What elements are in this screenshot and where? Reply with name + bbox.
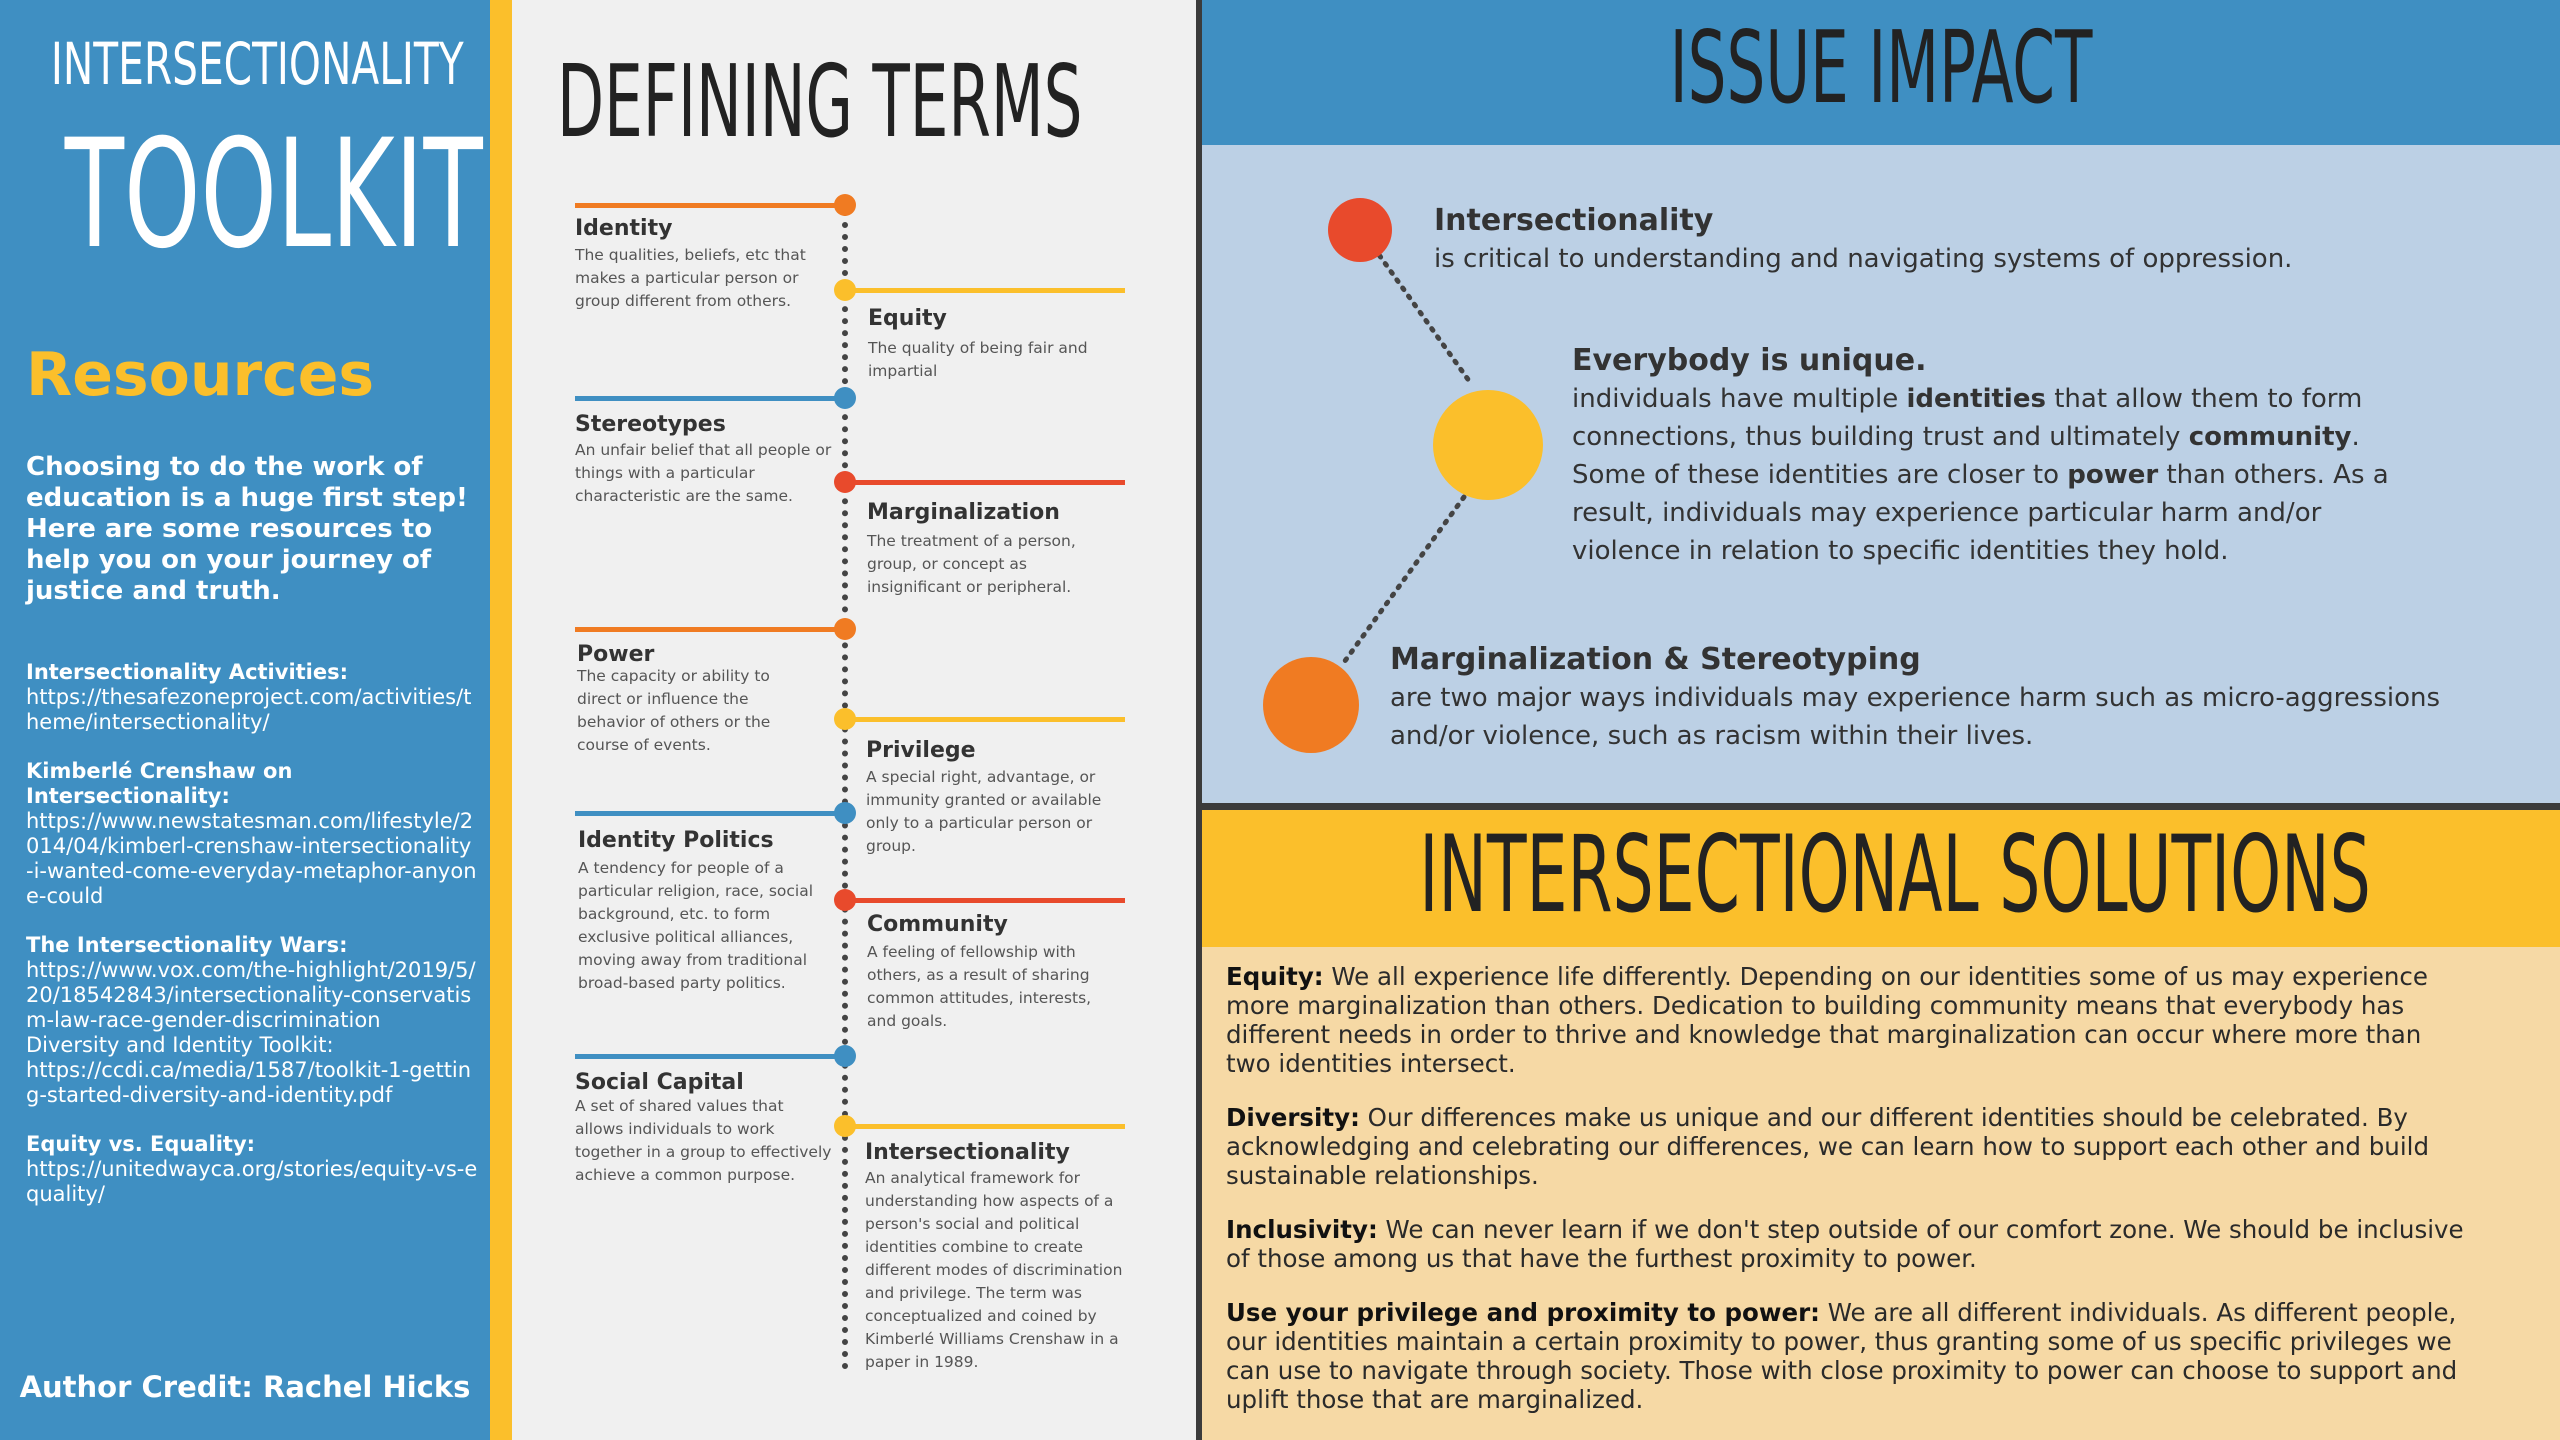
timeline-line <box>842 210 848 1370</box>
solution-item-inclusivity: Inclusivity: We can never learn if we don't step outside of our comfort zone. We should be inclusive of those among us that have the furthest proximity to power. <box>1226 1215 2464 1273</box>
term-definition: A special right, advantage, or immunity granted or available only to a particular person or group. <box>866 768 1102 855</box>
accent-stripe <box>490 0 512 1440</box>
resource-item <box>26 933 478 1108</box>
timeline-dot <box>834 1115 856 1137</box>
timeline-dot <box>834 471 856 493</box>
issue-impact-title: ISSUE IMPACT <box>1669 9 2093 126</box>
impact-body-text: are two major ways individuals may experience harm such as micro-aggressions and/or violence, such as racism within their lives. <box>1390 683 2441 751</box>
term-bar <box>847 898 1125 903</box>
solution-item-equity: Equity: We all experience life differently. Depending on our identities some of us may experience more marginalization than others. Dedication to building community means that everybody has different needs in order to thrive and knowledge that marginalization can occur where more than two identities intersect. <box>1226 962 2428 1078</box>
term-name: Privilege <box>866 738 976 763</box>
term-definition: The qualities, beliefs, etc that makes a particular person or group different from others. <box>575 246 806 310</box>
impact-heading: Everybody is unique. <box>1572 343 1927 378</box>
timeline-dot <box>834 889 856 911</box>
resource-link[interactable]: https://thesafezoneproject.com/activities/theme/intersectionality/ <box>26 685 472 734</box>
impact-marker-yellow <box>1433 390 1543 500</box>
term-bar <box>575 396 845 401</box>
resources-intro: Choosing to do the work of education is a huge first step! Here are some resources to help you on your journey of justice and truth. <box>26 452 468 606</box>
resource-title: Intersectionality Activities: <box>26 660 349 684</box>
resources-heading: Resources <box>26 340 375 410</box>
term-name: Power <box>577 642 655 667</box>
defining-terms-panel <box>512 0 1196 1440</box>
impact-body-text: individuals have multiple identities that allow them to form connections, thus building trust and ultimately community. Some of these identities are closer to power than others. As a result, individuals may experience particular harm and/or violence in relation to specific identities they hold. <box>1572 384 2389 566</box>
impact-heading: Intersectionality <box>1434 203 1714 238</box>
term-name: Social Capital <box>575 1070 744 1095</box>
term-definition: A set of shared values that allows individuals to work together in a group to effectively achieve a common purpose. <box>575 1097 832 1184</box>
term-name: Community <box>867 912 1008 937</box>
toolkit-title: TOOLKIT <box>64 108 483 282</box>
impact-item-marginalization <box>1390 641 2470 755</box>
resource-title: Equity vs. Equality: <box>26 1132 256 1156</box>
author-credit: Author Credit: Rachel Hicks <box>19 1370 471 1404</box>
solution-item-privilege: Use your privilege and proximity to power: We are all different individuals. As different people, our identities maintain a certain proximity to power, thus granting some of us specific privileges we can use to navigate through society. Those with close proximity to power can choose to support and uplift those that are marginalized. <box>1226 1298 2458 1414</box>
timeline-dot <box>834 708 856 730</box>
solutions-list <box>1226 962 2466 1439</box>
section-separator <box>1202 803 2560 810</box>
term-name: Equity <box>868 306 947 331</box>
impact-marker-orange <box>1263 657 1359 753</box>
resource-title: The Intersectionality Wars: <box>26 933 348 957</box>
impact-marker-red <box>1328 198 1392 262</box>
defining-terms-title: DEFINING TERMS <box>557 43 1083 160</box>
term-bar <box>847 288 1125 293</box>
term-name: Stereotypes <box>575 412 726 437</box>
impact-item-intersectionality <box>1434 202 2474 278</box>
resource-link[interactable]: https://ccdi.ca/media/1587/toolkit-1-getting-started-diversity-and-identity.pdf <box>26 1058 472 1107</box>
term-definition: An unfair belief that all people or things with a particular characteristic are the same. <box>575 441 832 505</box>
term-name: Identity Politics <box>578 828 774 853</box>
term-name: Intersectionality <box>865 1140 1070 1165</box>
solution-item-diversity: Diversity: Our differences make us unique and our different identities should be celebrated. By acknowledging and celebrating our differences, we can learn how to support each other and build sustainable relationships. <box>1226 1103 2430 1190</box>
resource-item <box>26 660 478 735</box>
solutions-title: INTERSECTIONAL SOLUTIONS <box>1419 813 2371 936</box>
term-bar <box>575 1054 845 1059</box>
term-definition: The quality of being fair and impartial <box>868 339 1088 380</box>
resources-panel <box>0 0 490 1440</box>
term-bar <box>575 627 845 632</box>
term-bar <box>847 717 1125 722</box>
resource-item <box>26 1132 478 1207</box>
timeline-dot <box>834 1045 856 1067</box>
term-definition: The treatment of a person, group, or concept as insignificant or peripheral. <box>867 532 1076 596</box>
toolkit-subtitle: INTERSECTIONALITY <box>50 30 464 98</box>
term-bar <box>575 203 845 208</box>
term-name: Identity <box>575 216 673 241</box>
impact-item-unique <box>1572 342 2412 570</box>
term-definition: A feeling of fellowship with others, as a result of sharing common attitudes, interests, and goals. <box>867 943 1092 1030</box>
term-definition: An analytical framework for understanding how aspects of a person's social and political identities combine to create different modes of discrimination and privilege. The term was conceptualized and coined by Kimberlé Williams Crenshaw in a paper in 1989. <box>865 1169 1123 1371</box>
solutions-header <box>1202 810 2560 947</box>
timeline-dot <box>834 194 856 216</box>
term-name: Marginalization <box>867 500 1060 525</box>
issue-impact-header <box>1202 0 2560 145</box>
impact-body-text: is critical to understanding and navigating systems of oppression. <box>1434 244 2293 274</box>
resource-link[interactable]: https://www.vox.com/the-highlight/2019/5/20/18542843/intersectionality-conservatism-law-race-gender-discrimination <box>26 958 476 1032</box>
timeline-dot <box>834 387 856 409</box>
term-definition: The capacity or ability to direct or influence the behavior of others or the course of events. <box>577 667 771 754</box>
timeline-dot <box>834 279 856 301</box>
resource-title: Kimberlé Crenshaw on Intersectionality: <box>26 759 293 808</box>
term-definition: A tendency for people of a particular religion, race, social background, etc. to form exclusive political alliances, moving away from traditional broad-based party politics. <box>578 859 814 992</box>
resource-extra-title: Diversity and Identity Toolkit: <box>26 1033 334 1057</box>
timeline-dot <box>834 802 856 824</box>
timeline-dot <box>834 618 856 640</box>
impact-heading: Marginalization & Stereotyping <box>1390 642 1921 677</box>
resource-item <box>26 759 478 909</box>
resource-link[interactable]: https://unitedwayca.org/stories/equity-vs-equality/ <box>26 1157 478 1206</box>
resources-list <box>26 660 478 1231</box>
term-bar <box>575 811 845 816</box>
term-bar <box>847 480 1125 485</box>
term-bar <box>847 1124 1125 1129</box>
resource-link[interactable]: https://www.newstatesman.com/lifestyle/2014/04/kimberl-crenshaw-intersectionality-i-wanted-come-everyday-metaphor-anyone-could <box>26 809 477 908</box>
